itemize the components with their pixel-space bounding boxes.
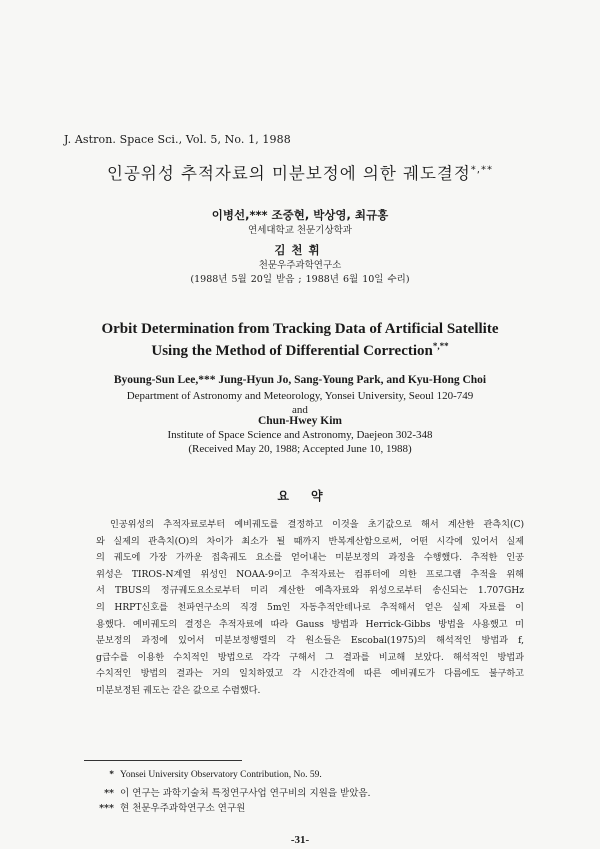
abstract-body [96,517,524,700]
footnote-text: Yonsei University Observatory Contribution, No. 59. [120,770,322,780]
english-title-line-2-text: Using the Method of Differential Correction [151,343,433,359]
footnote-mark: ** [104,788,114,799]
english-title [0,321,600,360]
korean-author-2: 김천휘 [274,243,326,257]
english-title-line-1: Orbit Determination from Tracking Data of Artificial Satellite [101,321,499,337]
abstract-line: g급수를 이용한 수치적인 방법으로 각각 구해서 그 결과를 비교해 보았다. 해석적인 방법과 [96,651,524,663]
page-number: -31- [290,834,310,846]
english-affiliation-1: Department of Astronomy and Meteorology, Yonsei University, Seoul 120-749 [126,390,474,402]
english-author-2: Chun-Hwey Kim [257,415,343,427]
abstract-line: 용했다. 예비궤도의 결정은 추적자료에 따라 Gauss 방법과 Herrick-Gibbs 방법을 사용했고 미 [96,618,524,630]
abstract-line: 의 궤도에 가장 가까운 접촉궤도 요소를 얻어내는 미분보정의 과정을 수행했다. 추적한 인공 [96,552,524,564]
abstract-line: 위성은 TIROS-N계열 위성인 NOAA-9이고 추적자료는 컴퓨터에 의한 프로그램 추적을 위해 [96,568,524,580]
english-dates: (Received May 20, 1988; Accepted June 10, 1988) [188,443,412,455]
footnote-mark: *** [99,803,114,814]
footnote-divider [84,760,242,761]
footnote-text: 이 연구는 과학기술처 특정연구사업 연구비의 지원을 받았음. [120,788,371,799]
english-and: and [292,404,308,416]
korean-authors: 이병선,*** 조중현, 박상영, 최규홍 [211,208,389,222]
korean-affiliation-1: 연세대학교 천문기상학과 [248,225,352,236]
abstract-line: 의 HRPT신호를 천파연구소의 직경 5m인 자동추적안테나로 추적해서 얻은 실제 자료를 이 [96,601,524,613]
korean-title-text: 인공위성 추적자료의 미분보정에 의한 궤도결정 [107,164,471,183]
footnote-2 [86,785,371,799]
footnote-text: 현 천문우주과학연구소 연구원 [120,803,246,814]
footnote-mark: * [109,770,114,780]
korean-title-footnote-mark: *,** [470,164,493,176]
abstract-line: 서 TBUS의 정규궤도요소로부터 미리 계산한 예측자료와 위성으로부터 송신되는 1.707GHz [96,585,524,597]
abstract-line: 수치적인 방법의 결과는 거의 일치하였고 각 시간간격에 따른 예비궤도가 다름에도 불구하고 [96,668,524,680]
english-affiliation-2: Institute of Space Science and Astronomy, Daejeon 302-348 [167,429,433,441]
english-authors: Byoung-Sun Lee,*** Jung-Hyun Jo, Sang-Young Park, and Kyu-Hong Choi [113,374,487,386]
abstract-line: 와 실제의 관측치(O)의 차이가 최소가 될 때까지 반복계산함으로써, 어떤 시각에 있어서 실제 [96,535,524,547]
footnote-1 [86,770,322,780]
abstract-heading: 요약 [277,489,345,503]
footnote-3 [86,800,245,814]
journal-citation: J. Astron. Space Sci., Vol. 5, No. 1, 1988 [64,133,291,146]
korean-title [0,160,600,184]
abstract-line: 분보정의 과정에 있어서 미분보정행렬의 각 원소들은 Escobal(1975)의 해석적인 방법과 f, [96,635,524,647]
english-title-line-2 [0,338,600,360]
korean-dates: (1988년 5월 20일 받음 ; 1988년 6월 10일 수리) [190,274,410,285]
english-title-footnote-mark: *,** [432,341,449,351]
korean-affiliation-2: 천문우주과학연구소 [258,260,342,271]
abstract-line: 인공위성의 추적자료로부터 예비궤도를 결정하고 이것을 초기값으로 해서 계산한 관측치(C) [110,519,524,530]
abstract-line: 미분보정된 궤도는 같은 값으로 수렴했다. [96,684,261,696]
